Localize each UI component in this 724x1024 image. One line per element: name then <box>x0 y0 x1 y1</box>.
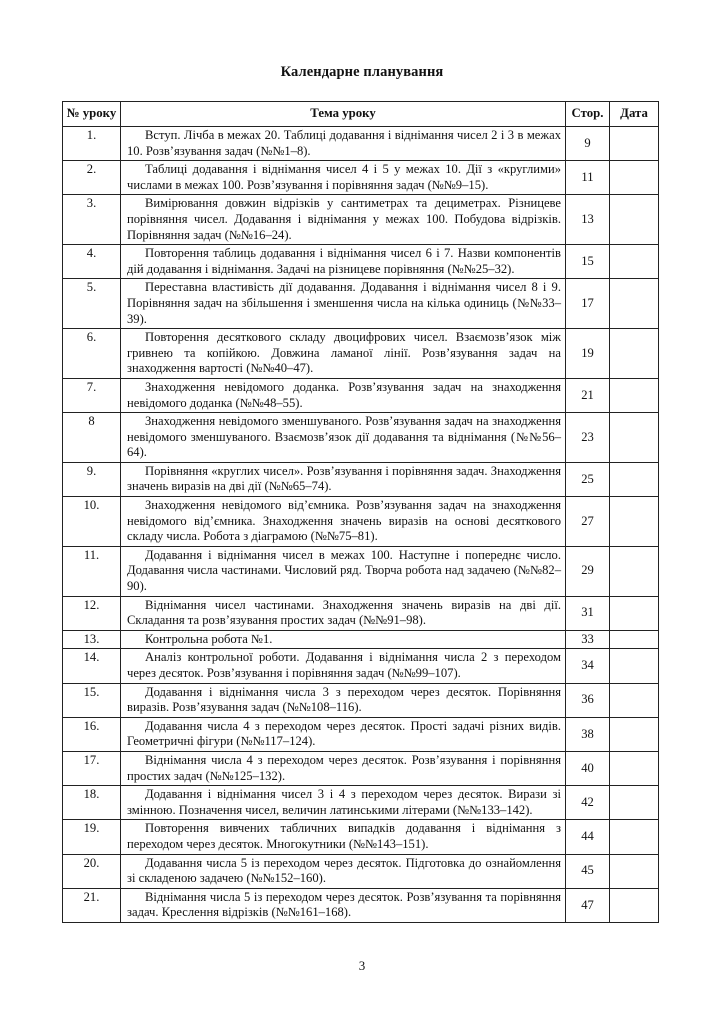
date-cell <box>610 546 659 596</box>
table-row <box>63 786 659 820</box>
table-row <box>63 854 659 888</box>
header-lesson-topic: Тема уроку <box>121 102 566 127</box>
date-cell <box>610 820 659 854</box>
date-cell <box>610 413 659 463</box>
table-row <box>63 820 659 854</box>
header-date: Дата <box>610 102 659 127</box>
lesson-topic-cell: Вступ. Лічба в межах 20. Таблиці додавання і віднімання чисел 2 і 3 в межах 10. Розв’язування задач (№№1–8). <box>121 127 566 161</box>
lesson-topic-cell: Додавання і віднімання чисел в межах 100. Наступне і попереднє число. Додавання числа частинами. Числовий ряд. Творча робота над задачею (№№82–90). <box>121 546 566 596</box>
page-cell: 21 <box>566 378 610 412</box>
date-cell <box>610 161 659 195</box>
lesson-number-cell: 15. <box>63 683 121 717</box>
lesson-number-cell: 17. <box>63 751 121 785</box>
header-page: Стор. <box>566 102 610 127</box>
date-cell <box>610 683 659 717</box>
date-cell <box>610 497 659 547</box>
lesson-number-cell: 14. <box>63 649 121 683</box>
lesson-topic-cell: Віднімання числа 4 з переходом через десяток. Розв’язування і порівняння простих задач (№№125–132). <box>121 751 566 785</box>
lesson-topic-cell: Знаходження невідомого доданка. Розв’язування задач на знаходження невідомого доданка (№№48–55). <box>121 378 566 412</box>
page-title: Календарне планування <box>280 64 444 80</box>
table-row <box>63 751 659 785</box>
date-cell <box>610 329 659 379</box>
date-cell <box>610 786 659 820</box>
table-row <box>63 649 659 683</box>
table-row <box>63 413 659 463</box>
lesson-topic-cell: Переставна властивість дії додавання. Додавання і віднімання чисел 8 і 9. Порівняння задач на збільшення і зменшення числа на кілька одиниць (№№33–39). <box>121 279 566 329</box>
table-row <box>63 195 659 245</box>
page-cell: 27 <box>566 497 610 547</box>
table-row <box>63 497 659 547</box>
header-lesson-number: № уроку <box>63 102 121 127</box>
page-cell: 11 <box>566 161 610 195</box>
lesson-topic-cell: Додавання числа 5 із переходом через десяток. Підготовка до ознайомлення зі складеною задачею (№№152–160). <box>121 854 566 888</box>
lesson-number-cell: 18. <box>63 786 121 820</box>
lesson-topic-cell: Вимірювання довжин відрізків у сантиметрах та дециметрах. Різницеве порівняння чисел. Додавання і віднімання у межах 100. Побудова відрізків. Порівняння задач (№№16–24). <box>121 195 566 245</box>
lesson-topic-cell: Віднімання числа 5 із переходом через десяток. Розв’язування та порівняння задач. Креслення відрізків (№№161–168). <box>121 888 566 922</box>
lesson-number-cell: 8 <box>63 413 121 463</box>
lesson-number-cell: 20. <box>63 854 121 888</box>
lesson-topic-cell: Знаходження невідомого зменшуваного. Розв’язування задач на знаходження невідомого зменшуваного. Взаємозв’язок дії додавання та віднімання (№№56–64). <box>121 413 566 463</box>
table-row <box>63 888 659 922</box>
lesson-number-cell: 4. <box>63 245 121 279</box>
lesson-topic-cell: Додавання і віднімання числа 3 з переходом через десяток. Порівняння виразів. Розв’язування задач (№№108–116). <box>121 683 566 717</box>
date-cell <box>610 717 659 751</box>
page-cell: 23 <box>566 413 610 463</box>
date-cell <box>610 378 659 412</box>
page-cell: 9 <box>566 127 610 161</box>
lesson-topic-cell: Віднімання чисел частинами. Знаходження значень виразів на дві дії. Складання та розв’язування простих задач (№№91–98). <box>121 596 566 630</box>
date-cell <box>610 596 659 630</box>
lesson-number-cell: 3. <box>63 195 121 245</box>
table-row <box>63 279 659 329</box>
page-cell: 29 <box>566 546 610 596</box>
lesson-topic-cell: Повторення таблиць додавання і віднімання чисел 6 і 7. Назви компонентів дій додавання і віднімання. Задачі на різницеве порівняння (№№25–32). <box>121 245 566 279</box>
lesson-number-cell: 10. <box>63 497 121 547</box>
date-cell <box>610 127 659 161</box>
page-cell: 42 <box>566 786 610 820</box>
lesson-topic-cell: Повторення десяткового складу двоцифрових чисел. Взаємозв’язок між гривнею та копійкою. Довжина ламаної лінії. Розв’язування задач на знаходження вартості (№№40–47). <box>121 329 566 379</box>
lesson-number-cell: 16. <box>63 717 121 751</box>
lesson-number-cell: 1. <box>63 127 121 161</box>
table-row <box>63 630 659 649</box>
table-row <box>63 378 659 412</box>
table-row <box>63 161 659 195</box>
table-header-row <box>63 102 659 127</box>
lesson-number-cell: 5. <box>63 279 121 329</box>
lesson-number-cell: 7. <box>63 378 121 412</box>
page-cell: 13 <box>566 195 610 245</box>
page-cell: 33 <box>566 630 610 649</box>
page-cell: 47 <box>566 888 610 922</box>
lesson-topic-cell: Додавання і віднімання чисел 3 і 4 з переходом через десяток. Вирази зі змінною. Позначення чисел, величин латинськими літерами (№№133–142). <box>121 786 566 820</box>
page-number: 3 <box>358 958 366 973</box>
page-cell: 44 <box>566 820 610 854</box>
lesson-topic-cell: Таблиці додавання і віднімання чисел 4 і 5 у межах 10. Дії з «круглими» числами в межах 100. Розв’язування і порівняння задач (№№9–15). <box>121 161 566 195</box>
page-cell: 45 <box>566 854 610 888</box>
table-row <box>63 546 659 596</box>
page-cell: 15 <box>566 245 610 279</box>
lesson-number-cell: 9. <box>63 462 121 496</box>
lesson-number-cell: 11. <box>63 546 121 596</box>
table-body <box>63 127 659 923</box>
table-row <box>63 462 659 496</box>
page-cell: 36 <box>566 683 610 717</box>
table-row <box>63 717 659 751</box>
lesson-number-cell: 6. <box>63 329 121 379</box>
lesson-topic-cell: Аналіз контрольної роботи. Додавання і віднімання числа 2 з переходом через десяток. Розв’язування і порівняння задач (№№99–107). <box>121 649 566 683</box>
page-cell: 31 <box>566 596 610 630</box>
table-row <box>63 683 659 717</box>
page-cell: 34 <box>566 649 610 683</box>
page-cell: 17 <box>566 279 610 329</box>
table-row <box>63 127 659 161</box>
calendar-plan-table <box>62 101 659 923</box>
date-cell <box>610 195 659 245</box>
page-cell: 38 <box>566 717 610 751</box>
lesson-topic-cell: Контрольна робота №1. <box>121 630 566 649</box>
table-row <box>63 596 659 630</box>
date-cell <box>610 649 659 683</box>
lesson-topic-cell: Знаходження невідомого від’ємника. Розв’язування задач на знаходження невідомого від’ємника. Знаходження значень виразів на основі десяткового складу числа. Робота з діаграмою (№№75–81). <box>121 497 566 547</box>
lesson-number-cell: 19. <box>63 820 121 854</box>
date-cell <box>610 854 659 888</box>
page-cell: 25 <box>566 462 610 496</box>
lesson-number-cell: 21. <box>63 888 121 922</box>
lesson-topic-cell: Додавання числа 4 з переходом через десяток. Прості задачі різних видів. Геометричні фігури (№№117–124). <box>121 717 566 751</box>
lesson-number-cell: 12. <box>63 596 121 630</box>
date-cell <box>610 751 659 785</box>
page-cell: 40 <box>566 751 610 785</box>
lesson-topic-cell: Повторення вивчених табличних випадків додавання і віднімання з переходом через десяток. Многокутники (№№143–151). <box>121 820 566 854</box>
date-cell <box>610 888 659 922</box>
lesson-number-cell: 2. <box>63 161 121 195</box>
table-row <box>63 245 659 279</box>
date-cell <box>610 279 659 329</box>
lesson-topic-cell: Порівняння «круглих чисел». Розв’язування і порівняння задач. Знаходження значень виразів на дві дії (№№65–74). <box>121 462 566 496</box>
table-row <box>63 329 659 379</box>
lesson-number-cell: 13. <box>63 630 121 649</box>
date-cell <box>610 462 659 496</box>
page-cell: 19 <box>566 329 610 379</box>
date-cell <box>610 245 659 279</box>
date-cell <box>610 630 659 649</box>
